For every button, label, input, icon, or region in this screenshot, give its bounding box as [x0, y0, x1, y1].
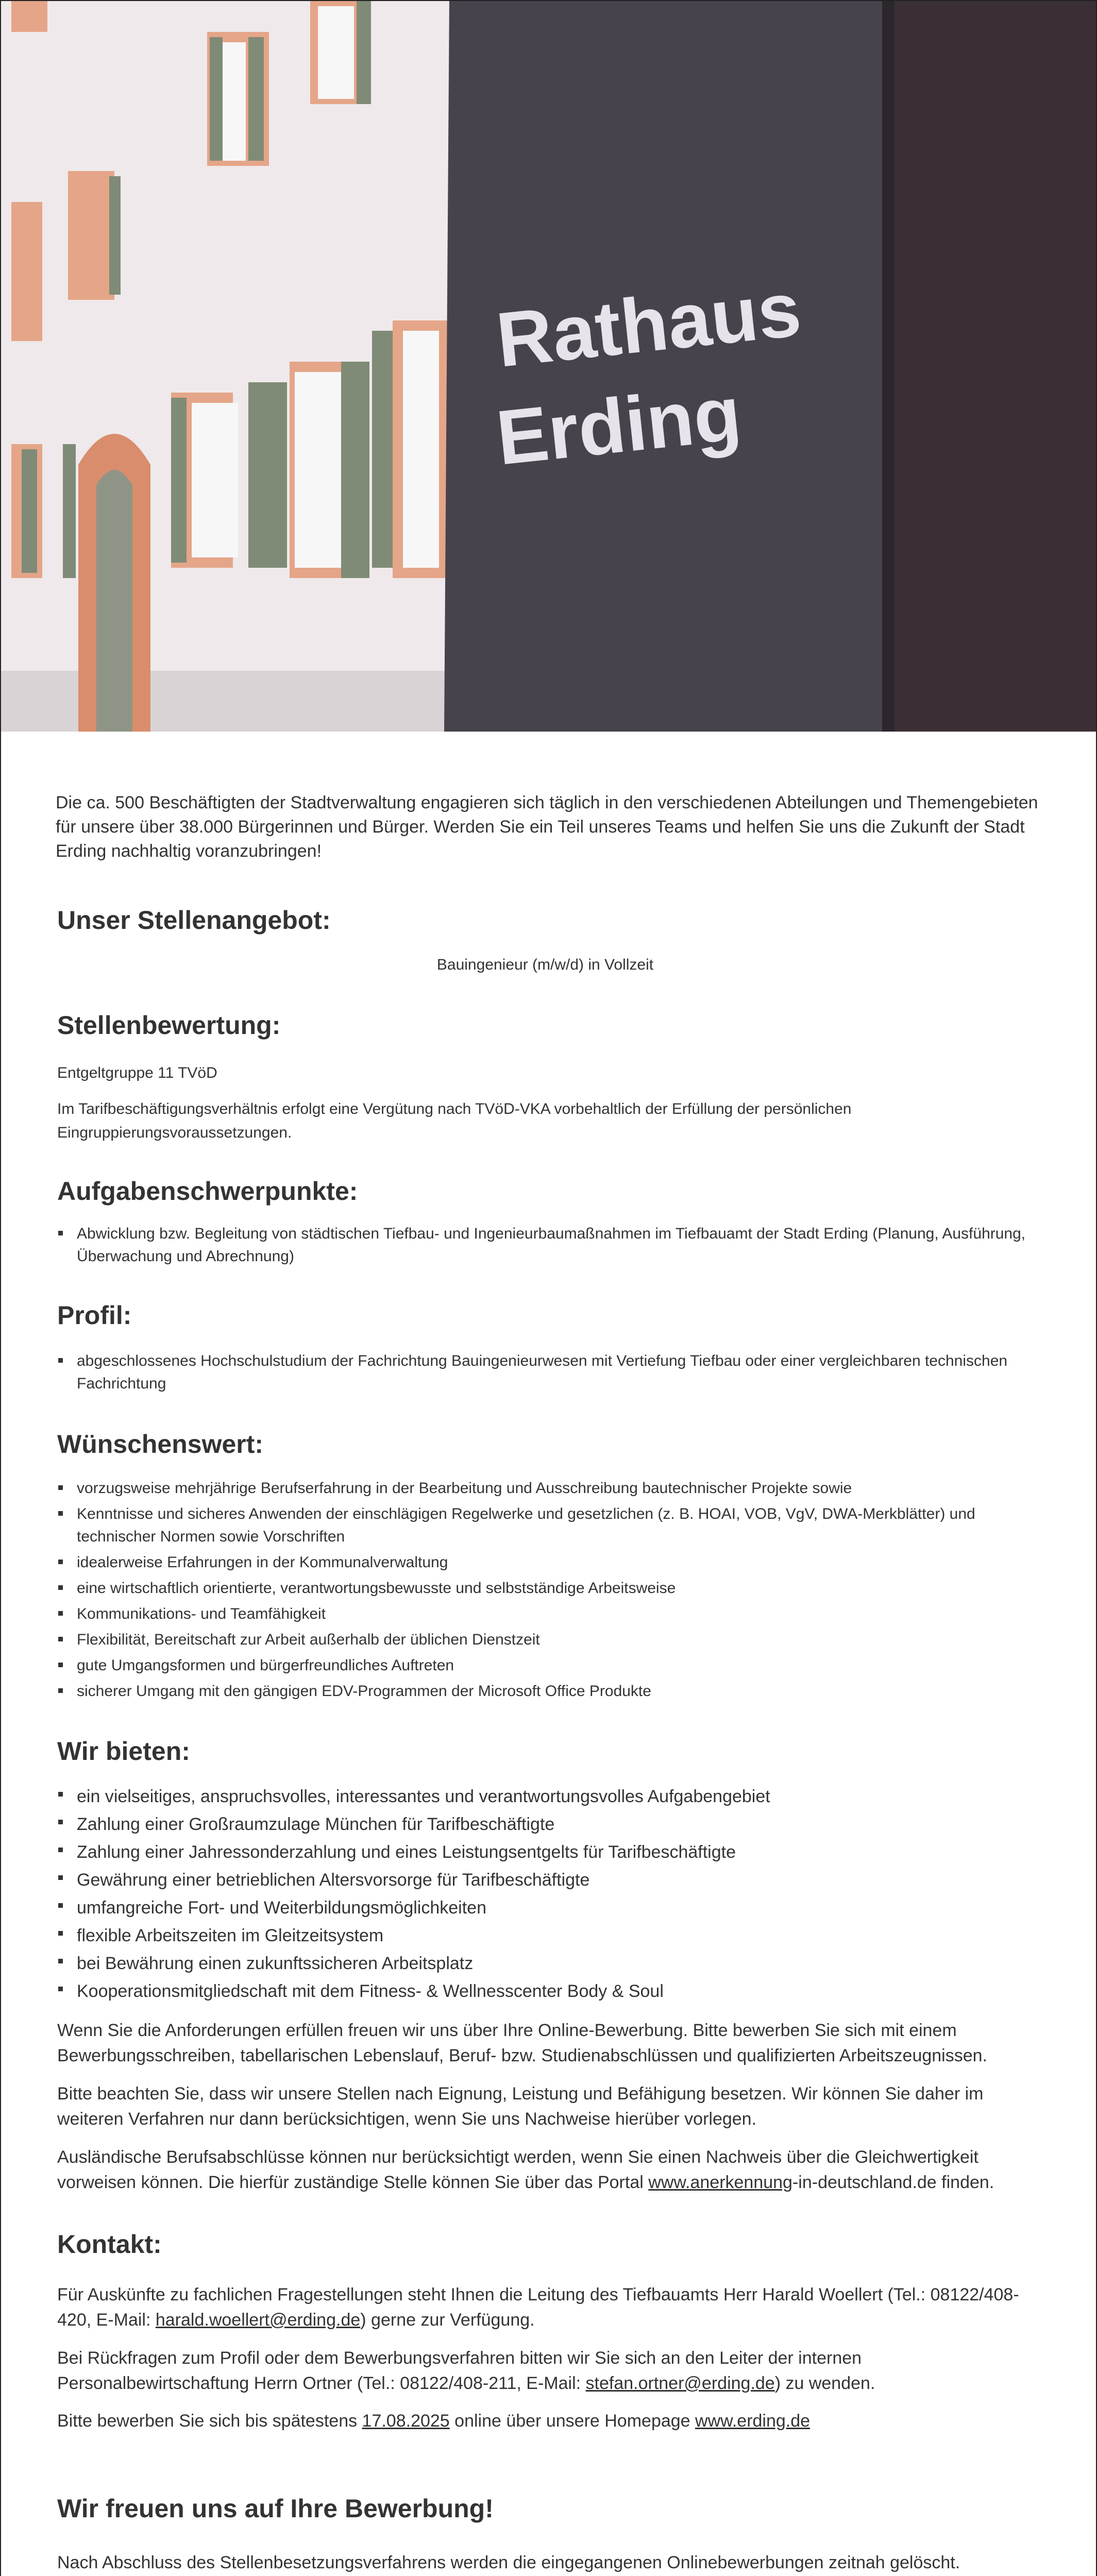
list-item: flexible Arbeitszeiten im Gleitzeitsystem	[57, 1922, 1036, 1950]
offerings-list	[57, 1783, 1036, 2005]
pay-group: Entgeltgruppe 11 TVöD	[57, 1064, 217, 1081]
offerings-heading: Wir bieten:	[57, 1737, 190, 1766]
list-item: eine wirtschaftlich orientierte, verantwortungsbewusste und selbstständige Arbeitsweise	[57, 1577, 1036, 1600]
application-info: Wenn Sie die Anforderungen erfüllen freuen wir uns über Ihre Online-Bewerbung. Bitte bewerben Sie sich mit einem Bewerbungsschreiben, tabellarischen Lebenslauf, Beruf- bzw. Studienabschlüssen und qualifizierten Arbeitszeugnissen.	[57, 2021, 988, 2065]
list-item: abgeschlossenes Hochschulstudium der Fachrichtung Bauingenieurwesen mit Vertiefung Tiefbau oder einer vergleichbaren technischen Fachrichtung	[57, 1350, 1036, 1395]
list-item: Kommunikations- und Teamfähigkeit	[57, 1603, 1036, 1625]
tasks-heading: Aufgabenschwerpunkte:	[57, 1177, 358, 1206]
contact-heading: Kontakt:	[57, 2230, 162, 2259]
email-link-woellert[interactable]: harald.woellert@erding.de	[155, 2310, 361, 2330]
foreign-degrees-info: Ausländische Berufsabschlüsse können nur berücksichtigt werden, wenn Sie einen Nachweis über die Gleichwertigkeit vorweisen können. Die hierfür zuständige Stelle können Sie über das Portal www.anerkennung-in-deutschland.de finden.	[57, 2147, 994, 2192]
desirable-heading: Wünschenswert:	[57, 1430, 264, 1459]
list-item: Zahlung einer Jahressonderzahlung und eines Leistungsentgelts für Tarifbeschäftigte	[57, 1838, 1036, 1866]
intro-text: Die ca. 500 Beschäftigten der Stadtverwaltung engagieren sich täglich in den verschiedenen Abteilungen und Themengebieten für unsere über 38.000 Bürgerinnen und Bürger. Werden Sie ein Teil unseres Teams und helfen Sie uns die Zukunft der Stadt Erding nachhaltig voranzubringen!	[56, 793, 1038, 861]
contact-hr: Bei Rückfragen zum Profil oder dem Bewerbungsverfahren bitten wir Sie sich an den Leiter der internen Personalbewirtschaftung Herrn Ortner (Tel.: 08122/408-211, E-Mail: stefan.ortner@erding.de) zu wenden.	[57, 2348, 875, 2393]
town-hall-photo	[1, 1, 1096, 732]
contact-technical: Für Auskünfte zu fachlichen Fragestellungen steht Ihnen die Leitung des Tiefbauamts Herr Harald Woellert (Tel.: 08122/408-420, E-Mail: harald.woellert@erding.de) gerne zur Verfügung.	[57, 2285, 1019, 2330]
list-item: Kooperationsmitgliedschaft mit dem Fitness- & Wellnesscenter Body & Soul	[57, 1977, 1036, 2005]
list-item: vorzugsweise mehrjährige Berufserfahrung in der Bearbeitung und Ausschreibung bautechnischer Projekte sowie	[57, 1477, 1036, 1500]
homepage-link[interactable]: www.erding.de	[695, 2411, 811, 2431]
sign-text-rathaus: Rathaus	[492, 265, 805, 383]
selection-info: Bitte beachten Sie, dass wir unsere Stellen nach Eignung, Leistung und Befähigung besetzen. Wir können Sie daher im weiteren Verfahren nur dann berücksichtigen, wenn Sie uns Nachweise hierüber vorlegen.	[57, 2084, 984, 2129]
list-item: sicherer Umgang mit den gängigen EDV-Programmen der Microsoft Office Produkte	[57, 1680, 1036, 1703]
desirable-list	[57, 1477, 1036, 1703]
profile-heading: Profil:	[57, 1301, 132, 1330]
recognition-portal-link[interactable]: www.anerkennung	[648, 2173, 792, 2192]
list-item: ein vielseitiges, anspruchsvolles, interessantes und verantwortungsvolles Aufgabengebiet	[57, 1783, 1036, 1810]
sign-text-erding: Erding	[492, 369, 745, 481]
tasks-list	[57, 1223, 1036, 1268]
pay-text: Im Tarifbeschäftigungsverhältnis erfolgt eine Vergütung nach TVöD-VKA vorbehaltlich der Erfüllung der persönlichen Eingruppierungsvoraussetzungen.	[57, 1100, 852, 1141]
list-item: Kenntnisse und sicheres Anwenden der einschlägigen Regelwerke und gesetzlichen (z. B. HOAI, VOB, VgV, DWA-Merkblätter) und technischer Normen sowie Vorschriften	[57, 1503, 1036, 1548]
list-item: Zahlung einer Großraumzulage München für Tarifbeschäftigte	[57, 1810, 1036, 1838]
list-item: Abwicklung bzw. Begleitung von städtischen Tiefbau- und Ingenieurbaumaßnahmen im Tiefbauamt der Stadt Erding (Planung, Ausführung, Überwachung und Abrechnung)	[57, 1223, 1036, 1268]
hero-image	[1, 1, 1096, 732]
list-item: idealerweise Erfahrungen in der Kommunalverwaltung	[57, 1551, 1036, 1574]
offer-heading: Unser Stellenangebot:	[57, 906, 331, 935]
list-item: umfangreiche Fort- und Weiterbildungsmöglichkeiten	[57, 1894, 1036, 1922]
email-link-ortner[interactable]: stefan.ortner@erding.de	[585, 2374, 775, 2393]
rating-heading: Stellenbewertung:	[57, 1011, 281, 1040]
deadline-text: Bitte bewerben Sie sich bis spätestens 17.08.2025 online über unsere Homepage www.erding.de	[57, 2411, 811, 2431]
closing-heading: Wir freuen uns auf Ihre Bewerbung!	[57, 2494, 494, 2523]
list-item: bei Bewährung einen zukunftssicheren Arbeitsplatz	[57, 1950, 1036, 1977]
deadline-date: 17.08.2025	[362, 2411, 450, 2431]
list-item: Gewährung einer betrieblichen Altersvorsorge für Tarifbeschäftigte	[57, 1866, 1036, 1894]
profile-list	[57, 1350, 1036, 1395]
list-item: gute Umgangsformen und bürgerfreundliches Auftreten	[57, 1654, 1036, 1677]
data-deletion-note: Nach Abschluss des Stellenbesetzungsverfahrens werden die eingegangenen Onlinebewerbungen zeitnah gelöscht.	[57, 2553, 960, 2572]
position-title: Bauingenieur (m/w/d) in Vollzeit	[436, 956, 654, 973]
list-item: Flexibilität, Bereitschaft zur Arbeit außerhalb der üblichen Dienstzeit	[57, 1629, 1036, 1651]
